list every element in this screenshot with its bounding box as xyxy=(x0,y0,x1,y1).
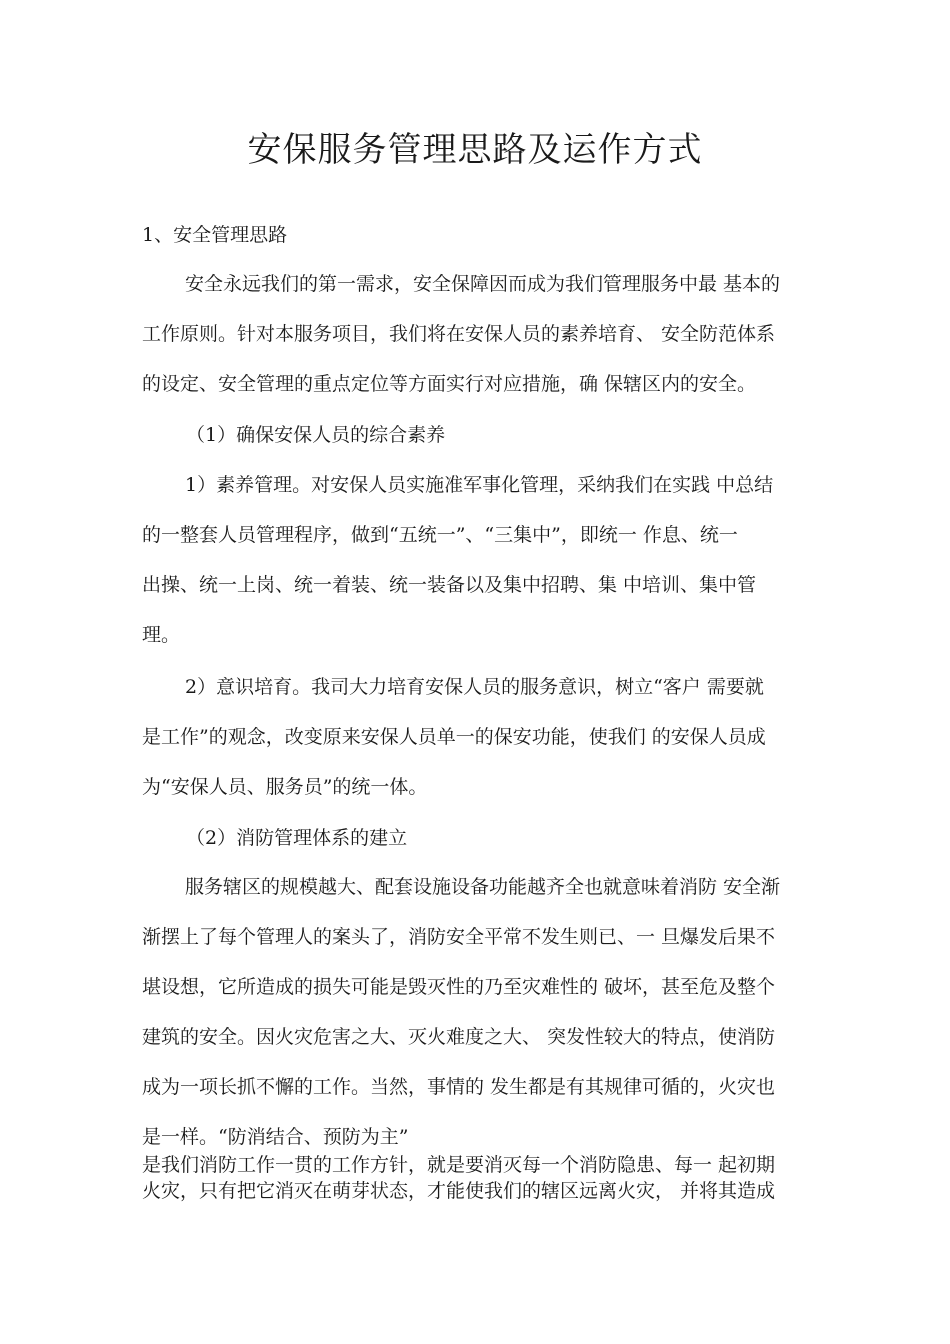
text-line: 火灾，只有把它消灭在萌芽状态，才能使我们的辖区远离火灾， 并将其造成 xyxy=(142,1180,776,1202)
subheading-fire-system: （2）消防管理体系的建立 xyxy=(186,827,408,849)
paragraph-fire-safety xyxy=(142,874,826,1174)
text-line: 成为一项长抓不懈的工作。当然，事情的 发生都是有其规律可循的，火灾也 xyxy=(142,1076,776,1098)
text-line: 2）意识培育。我司大力培育安保人员的服务意识，树立“客户 需要就 xyxy=(185,676,764,698)
text-line: 1）素养管理。对安保人员实施准军事化管理，采纳我们在实践 中总结 xyxy=(185,474,774,496)
paragraph-awareness-training xyxy=(142,674,826,824)
text-line: 是工作”的观念，改变原来安保人员单一的保安功能，使我们 的安保人员成 xyxy=(142,726,766,748)
text-line: 理。 xyxy=(142,624,181,646)
text-line: 服务辖区的规模越大、配套设施设备功能越齐全也就意味着消防 安全渐 xyxy=(185,876,781,898)
document-title: 安保服务管理思路及运作方式 xyxy=(247,130,703,170)
text-line: 是一样。“防消结合、预防为主” xyxy=(142,1126,409,1148)
paragraph-quality-management xyxy=(142,472,826,672)
text-line: 的设定、安全管理的重点定位等方面实行对应措施，确 保辖区内的安全。 xyxy=(142,373,757,395)
text-line: 建筑的安全。因火灾危害之大、灭火难度之大、 突发性较大的特点，使消防 xyxy=(142,1026,776,1048)
paragraph-safety-principle xyxy=(142,271,826,421)
text-line: 的一整套人员管理程序，做到“五统一”、“三集中”，即统一 作息、统一 xyxy=(142,524,738,546)
text-line: 堪设想，它所造成的损失可能是毁灭性的乃至灾难性的 破坏，甚至危及整个 xyxy=(142,976,776,998)
subheading-staff-quality: （1）确保安保人员的综合素养 xyxy=(186,424,446,446)
section-heading-safety-management: 1、安全管理思路 xyxy=(142,224,288,246)
text-line: 为“安保人员、服务员”的统一体。 xyxy=(142,776,428,798)
text-line: 渐摆上了每个管理人的案头了，消防安全平常不发生则已、一 旦爆发后果不 xyxy=(142,926,776,948)
text-line: 工作原则。针对本服务项目，我们将在安保人员的素养培育、 安全防范体系 xyxy=(142,323,776,345)
text-line: 安全永远我们的第一需求，安全保障因而成为我们管理服务中最 基本的 xyxy=(185,273,781,295)
text-line: 是我们消防工作一贯的工作方针，就是要消灭每一个消防隐患、每一 起初期 xyxy=(142,1154,776,1176)
text-line: 出操、统一上岗、统一着装、统一装备以及集中招聘、集 中培训、集中管 xyxy=(142,574,757,596)
paragraph-fire-policy xyxy=(142,1152,832,1204)
